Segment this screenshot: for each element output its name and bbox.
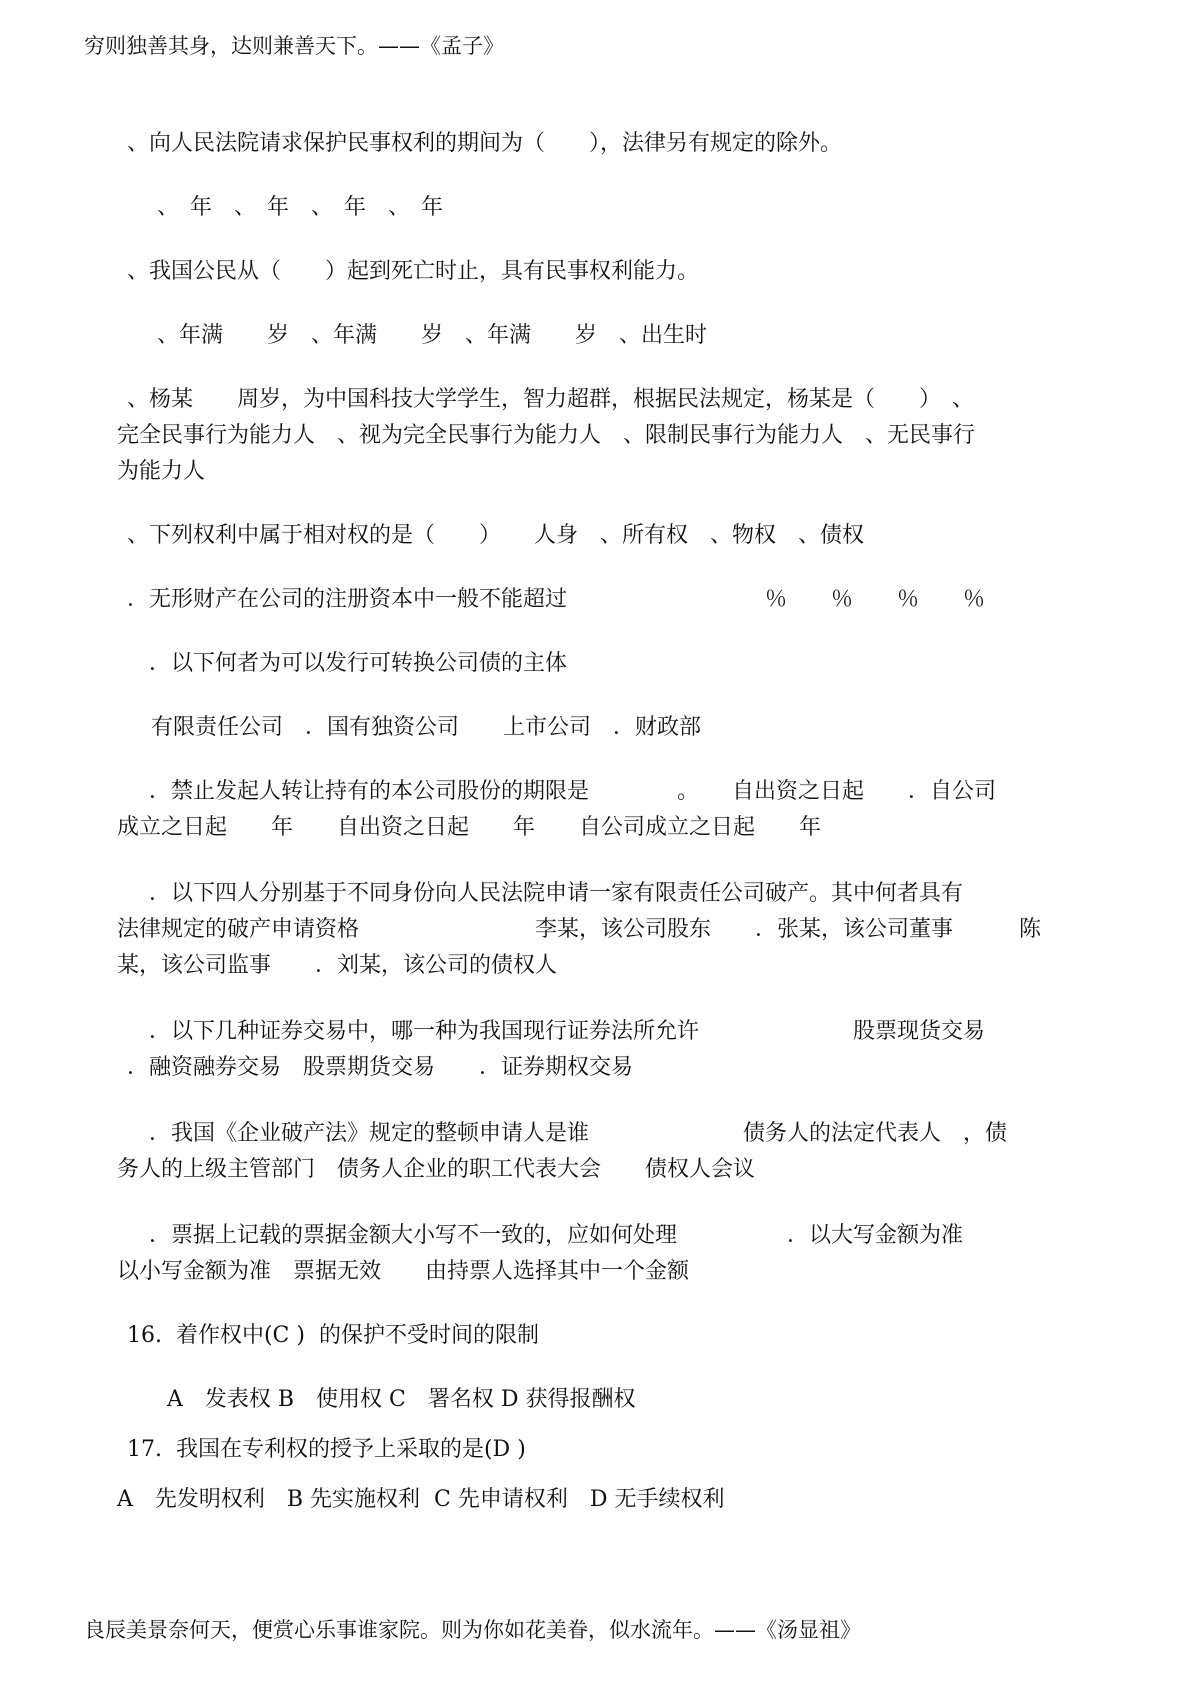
question-line: 为能力人 [117,459,206,484]
page-footer-quote: 良辰美景奈何天，便赏心乐事谁家院。则为你如花美眷，似水流年。——《汤显祖》 [84,1618,861,1642]
question-line: 法律规定的破产申请资格 李某，该公司股东 ．张某，该公司董事 陈 [117,917,1042,942]
question-line: 某，该公司监事 ．刘某，该公司的债权人 [117,953,558,978]
question-line: ．我国《企业破产法》规定的整顿申请人是谁 债务人的法定代表人 ，债 [127,1121,1008,1146]
question-line: ．以下几种证券交易中，哪一种为我国现行证券法所允许 股票现货交易 [127,1019,986,1044]
document-body [117,126,1057,1518]
question-line: ．票据上记载的票据金额大小写不一致的，应如何处理 ．以大写金额为准 [127,1223,964,1248]
question-line: ．无形财产在公司的注册资本中一般不能超过 ％ ％ ％ ％ [127,587,986,612]
question-line: ．禁止发起人转让持有的本公司股份的期限是 。 自出资之日起 ．自公司 [127,779,997,804]
question-line: 成立之日起 年 自出资之日起 年 自公司成立之日起 年 [117,815,822,840]
answer-options: 、 年 、 年 、 年 、 年 [135,195,444,220]
question-line: ．以下四人分别基于不同身份向人民法院申请一家有限责任公司破产。其中何者具有 [127,881,964,906]
question-line: ．融资融券交易 股票期货交易 ．证券期权交易 [127,1055,634,1080]
page-header-quote: 穷则独善其身，达则兼善天下。——《孟子》 [84,34,504,58]
question-line: 以小写金额为准 票据无效 由持票人选择其中一个金额 [117,1259,690,1284]
question-16: 16. 着作权中(C ) 的保护不受时间的限制 [127,1323,539,1348]
question-line: 、杨某 周岁，为中国科技大学学生，智力超群，根据民法规定，杨某是（ ） 、 [127,387,975,412]
question-line: 、向人民法院请求保护民事权利的期间为（ ），法律另有规定的除外。 [127,131,843,156]
question-line: 、下列权利中属于相对权的是（ ） 人身 、所有权 、物权 、债权 [127,523,865,548]
question-line: 完全民事行为能力人 、视为完全民事行为能力人 、限制民事行为能力人 、无民事行 [117,423,976,448]
answer-options: 、年满 岁 、年满 岁 、年满 岁 、出生时 [135,323,708,348]
answer-options: 有限责任公司 ．国有独资公司 上市公司 ．财政部 [151,715,702,740]
question-line: 、我国公民从（ ）起到死亡时止，具有民事权利能力。 [127,259,700,284]
question-17: 17. 我国在专利权的授予上采取的是(D ) [127,1437,526,1462]
question-17-options: A 先发明权利 B 先实施权利 C 先申请权利 D 无手续权利 [117,1487,725,1512]
question-16-options: A 发表权 B 使用权 C 署名权 D 获得报酬权 [167,1387,636,1412]
question-line: ．以下何者为可以发行可转换公司债的主体 [127,651,568,676]
question-line: 务人的上级主管部门 债务人企业的职工代表大会 债权人会议 [117,1157,756,1182]
